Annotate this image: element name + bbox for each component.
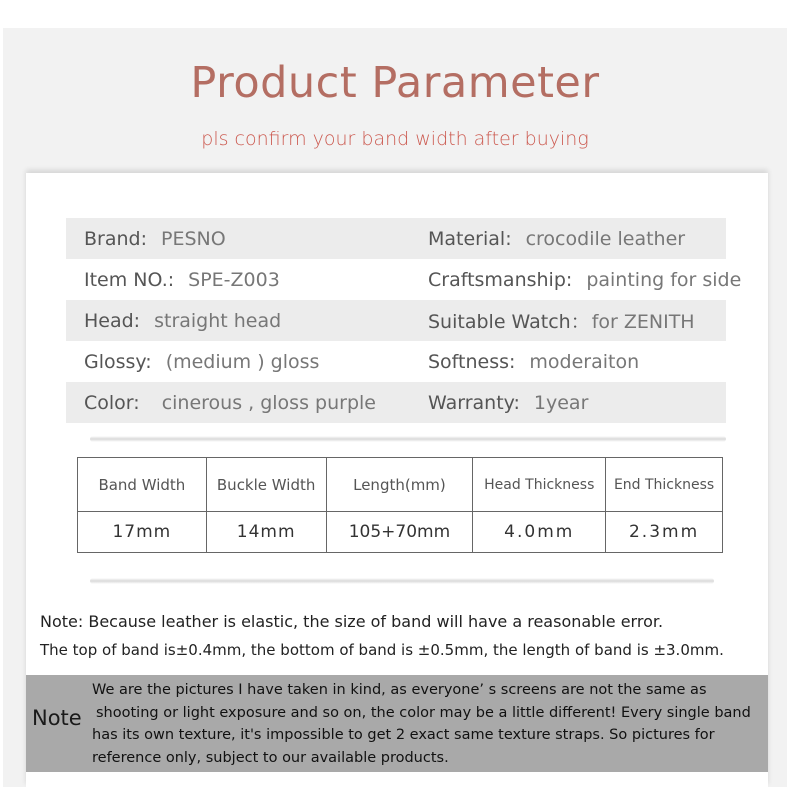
spec-header-cell: End Thickness	[606, 458, 723, 512]
spec-value-cell: 14mm	[206, 512, 326, 553]
note-text-line: has its own texture, it's impossible to get 2 exact same texture straps. So pictures for	[92, 727, 715, 743]
tolerance-note: The top of band is±0.4mm, the bottom of band is ±0.5mm, the length of band is ±3.0mm.	[40, 641, 724, 659]
suitable-watch-value: for ZENITH	[591, 311, 695, 333]
spec-table	[77, 457, 723, 553]
color-value: cinerous , gloss purple	[161, 391, 376, 414]
head-value: straight head	[154, 309, 282, 332]
craftsmanship-value: painting for side	[586, 268, 742, 291]
parameter-row	[66, 300, 726, 341]
spec-header-cell: Head Thickness	[473, 458, 606, 512]
note-text-line: reference only, subject to our available products.	[92, 749, 449, 766]
warranty-value: 1year	[533, 391, 589, 414]
head-label: Head:	[84, 309, 141, 332]
note-text	[92, 679, 762, 769]
spec-value-cell: 17mm	[78, 512, 207, 553]
parameter-row	[66, 341, 726, 382]
note-text-line: shooting or light exposure and so on, the color may be a little different! Every single band	[96, 704, 751, 721]
warranty-label: Warranty:	[428, 391, 520, 414]
material-value: crocodile leather	[525, 227, 686, 250]
softness-label: Softness:	[428, 350, 516, 373]
note-line: Note: Because leather is elastic, the size of band will have a reasonable error.	[40, 612, 664, 631]
glossy-value: (medium ) gloss	[165, 350, 320, 373]
material-label: Material:	[428, 227, 512, 250]
item-no-value: SPE-Z003	[188, 268, 280, 291]
parameter-row	[66, 218, 726, 259]
spec-header-cell: Length(mm)	[326, 458, 473, 512]
brand-label: Brand:	[84, 227, 147, 250]
parameter-list	[66, 218, 742, 423]
note-text-line: We are the pictures I have taken in kind, as everyone’ s screens are not the same as	[92, 682, 707, 698]
craftsmanship-label: Craftsmanship:	[428, 268, 573, 291]
spec-header-cell: Band Width	[78, 458, 207, 512]
spec-value-cell: 4.0mm	[473, 512, 606, 553]
page-subtitle: pls confirm your band width after buying	[201, 128, 589, 150]
spec-value-cell: 2.3mm	[606, 512, 723, 553]
note-label: Note	[32, 706, 82, 730]
divider	[90, 578, 714, 584]
brand-value: PESNO	[161, 227, 226, 250]
color-label: Color:	[84, 391, 140, 414]
softness-value: moderaiton	[529, 350, 640, 373]
spec-header-cell: Buckle Width	[206, 458, 326, 512]
item-no-label: Item NO.:	[84, 268, 175, 291]
suitable-watch-label: Suitable Watch：	[428, 311, 590, 333]
divider	[90, 436, 726, 442]
page-title: Product Parameter	[190, 58, 600, 108]
spec-header-row	[78, 458, 723, 512]
parameter-row	[66, 259, 742, 300]
spec-value-row	[78, 512, 723, 553]
spec-value-cell: 105+70mm	[326, 512, 473, 553]
glossy-label: Glossy:	[84, 350, 152, 373]
parameter-row	[66, 382, 726, 423]
